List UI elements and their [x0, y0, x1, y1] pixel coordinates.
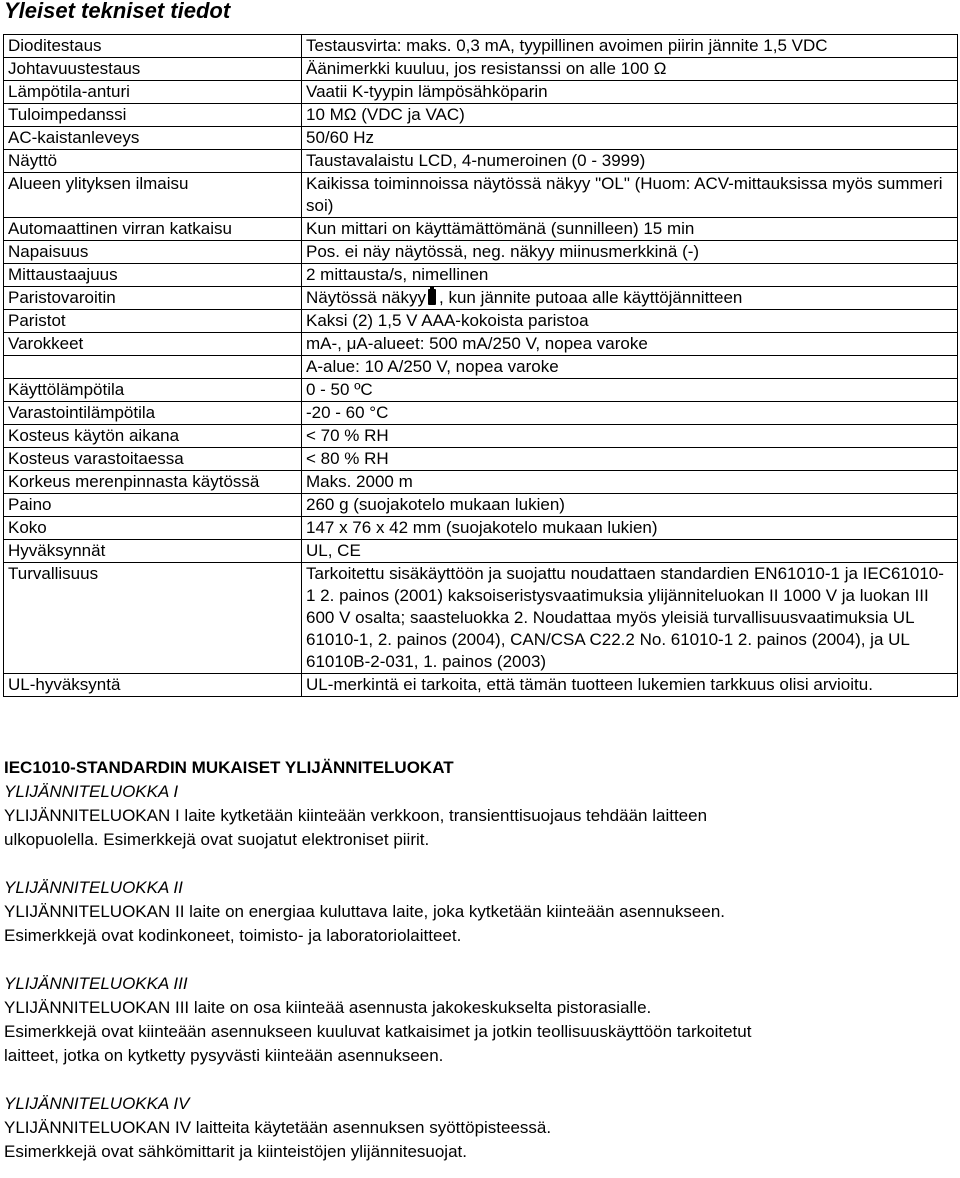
spec-label: Paino — [4, 494, 302, 517]
spec-value: UL-merkintä ei tarkoita, että tämän tuotteen lukemien tarkkuus olisi arvioitu. — [302, 674, 958, 697]
spec-value: Pos. ei näy näytössä, neg. näkyy miinusmerkkinä (-) — [302, 241, 958, 264]
table-row — [4, 218, 958, 241]
spec-label: Kosteus käytön aikana — [4, 425, 302, 448]
spec-value — [302, 287, 958, 310]
spec-value: < 80 % RH — [302, 448, 958, 471]
spec-value: Kun mittari on käyttämättömänä (sunnilleen) 15 min — [302, 218, 958, 241]
table-row — [4, 674, 958, 697]
spec-value: mA-, μA-alueet: 500 mA/250 V, nopea varoke — [302, 333, 958, 356]
spec-value: 50/60 Hz — [302, 127, 958, 150]
battery-text-after: , kun jännite putoaa alle käyttöjännitteen — [439, 288, 743, 307]
spec-label: Johtavuustestaus — [4, 58, 302, 81]
spec-label: Korkeus merenpinnasta käytössä — [4, 471, 302, 494]
spec-value: Testausvirta: maks. 0,3 mA, tyypillinen avoimen piirin jännite 1,5 VDC — [302, 35, 958, 58]
table-row — [4, 471, 958, 494]
spec-value: A-alue: 10 A/250 V, nopea varoke — [302, 356, 958, 379]
table-row — [4, 150, 958, 173]
spec-value: Kaikissa toiminnoissa näytössä näkyy "OL" (Huom: ACV-mittauksissa myös summeri soi) — [302, 173, 958, 218]
class-subheading: YLIJÄNNITELUOKKA III — [4, 974, 188, 993]
class-text: Esimerkkejä ovat kodinkoneet, toimisto- ja laboratoriolaitteet. — [4, 926, 462, 945]
table-row — [4, 264, 958, 287]
spec-label: Näyttö — [4, 150, 302, 173]
class-text: ulkopuolella. Esimerkkejä ovat suojatut elektroniset piirit. — [4, 830, 430, 849]
table-row — [4, 379, 958, 402]
table-row — [4, 448, 958, 471]
spec-label: Paristot — [4, 310, 302, 333]
spec-label: Paristovaroitin — [4, 287, 302, 310]
spec-label: Varastointilämpötila — [4, 402, 302, 425]
battery-text-before: Näytössä näkyy — [306, 288, 426, 307]
table-row — [4, 402, 958, 425]
class-text: Esimerkkejä ovat kiinteään asennukseen kuuluvat katkaisimet ja jotkin teollisuuskäyttöön tarkoitetut — [4, 1022, 752, 1041]
spec-label: Alueen ylityksen ilmaisu — [4, 173, 302, 218]
page-title: Yleiset tekniset tiedot — [4, 0, 231, 23]
spec-value: 0 - 50 ºC — [302, 379, 958, 402]
class-text: YLIJÄNNITELUOKAN I laite kytketään kiinteään verkkoon, transienttisuojaus tehdään laitteen — [4, 806, 708, 825]
table-row — [4, 104, 958, 127]
spec-value: Tarkoitettu sisäkäyttöön ja suojattu noudattaen standardien EN61010-1 ja IEC61010-1 2. painos (2001) kaksoiseristysvaatimuksia ylijänniteluokan II 1000 V ja luokan III 600 V osalta; saasteluokka 2. Noudattaa myös yleisiä turvallisuusvaatimuksia UL 61010-1, 2. painos (2004), CAN/CSA C22.2 No. 61010-1 2. painos (2004), ja UL 61010B-2-031, 1. painos (2003) — [302, 563, 958, 674]
table-row — [4, 58, 958, 81]
spec-label: Tuloimpedanssi — [4, 104, 302, 127]
class-text: YLIJÄNNITELUOKAN II laite on energiaa kuluttava laite, joka kytketään kiinteään asennukseen. — [4, 902, 726, 921]
spec-value: 260 g (suojakotelo mukaan lukien) — [302, 494, 958, 517]
spec-label: Hyväksynnät — [4, 540, 302, 563]
table-row — [4, 127, 958, 150]
table-row — [4, 173, 958, 218]
class-text: YLIJÄNNITELUOKAN III laite on osa kiinteää asennusta jakokeskukselta pistorasialle. — [4, 998, 652, 1017]
class-subheading: YLIJÄNNITELUOKKA II — [4, 878, 183, 897]
table-row — [4, 81, 958, 104]
table-row — [4, 540, 958, 563]
iec-section — [4, 756, 954, 1164]
spec-label: Dioditestaus — [4, 35, 302, 58]
spec-value: UL, CE — [302, 540, 958, 563]
table-row — [4, 35, 958, 58]
table-row — [4, 241, 958, 264]
spec-value: Taustavalaistu LCD, 4-numeroinen (0 - 3999) — [302, 150, 958, 173]
spec-label: Lämpötila-anturi — [4, 81, 302, 104]
table-row — [4, 563, 958, 674]
spec-label: Turvallisuus — [4, 563, 302, 674]
spec-value: < 70 % RH — [302, 425, 958, 448]
spec-value: -20 - 60 °C — [302, 402, 958, 425]
spec-value: Äänimerkki kuuluu, jos resistanssi on alle 100 Ω — [302, 58, 958, 81]
spec-value: 2 mittausta/s, nimellinen — [302, 264, 958, 287]
table-row — [4, 287, 958, 310]
spec-value: Vaatii K-tyypin lämpösähköparin — [302, 81, 958, 104]
class-subheading: YLIJÄNNITELUOKKA I — [4, 782, 179, 801]
spec-label: Automaattinen virran katkaisu — [4, 218, 302, 241]
class-text: laitteet, jotka on kytketty pysyvästi kiinteään asennukseen. — [4, 1046, 444, 1065]
table-row — [4, 517, 958, 540]
table-row — [4, 356, 958, 379]
spec-label: Varokkeet — [4, 333, 302, 356]
spec-value: Kaksi (2) 1,5 V AAA-kokoista paristoa — [302, 310, 958, 333]
spec-value: Maks. 2000 m — [302, 471, 958, 494]
class-text: Esimerkkejä ovat sähkömittarit ja kiinteistöjen ylijännitesuojat. — [4, 1142, 467, 1161]
specs-table — [3, 34, 958, 697]
spec-value: 10 MΩ (VDC ja VAC) — [302, 104, 958, 127]
class-text: YLIJÄNNITELUOKAN IV laitteita käytetään asennuksen syöttöpisteessä. — [4, 1118, 552, 1137]
class-subheading: YLIJÄNNITELUOKKA IV — [4, 1094, 190, 1113]
table-row — [4, 333, 958, 356]
spec-label: Napaisuus — [4, 241, 302, 264]
spec-label: AC-kaistanleveys — [4, 127, 302, 150]
spec-label: Käyttölämpötila — [4, 379, 302, 402]
spec-label: Koko — [4, 517, 302, 540]
table-row — [4, 425, 958, 448]
spec-value: 147 x 76 x 42 mm (suojakotelo mukaan lukien) — [302, 517, 958, 540]
spec-label: Mittaustaajuus — [4, 264, 302, 287]
spec-label — [4, 356, 302, 379]
battery-icon — [428, 289, 436, 305]
table-row — [4, 310, 958, 333]
table-row — [4, 494, 958, 517]
spec-label: UL-hyväksyntä — [4, 674, 302, 697]
iec-heading: IEC1010-STANDARDIN MUKAISET YLIJÄNNITELUOKAT — [4, 758, 454, 777]
spec-label: Kosteus varastoitaessa — [4, 448, 302, 471]
